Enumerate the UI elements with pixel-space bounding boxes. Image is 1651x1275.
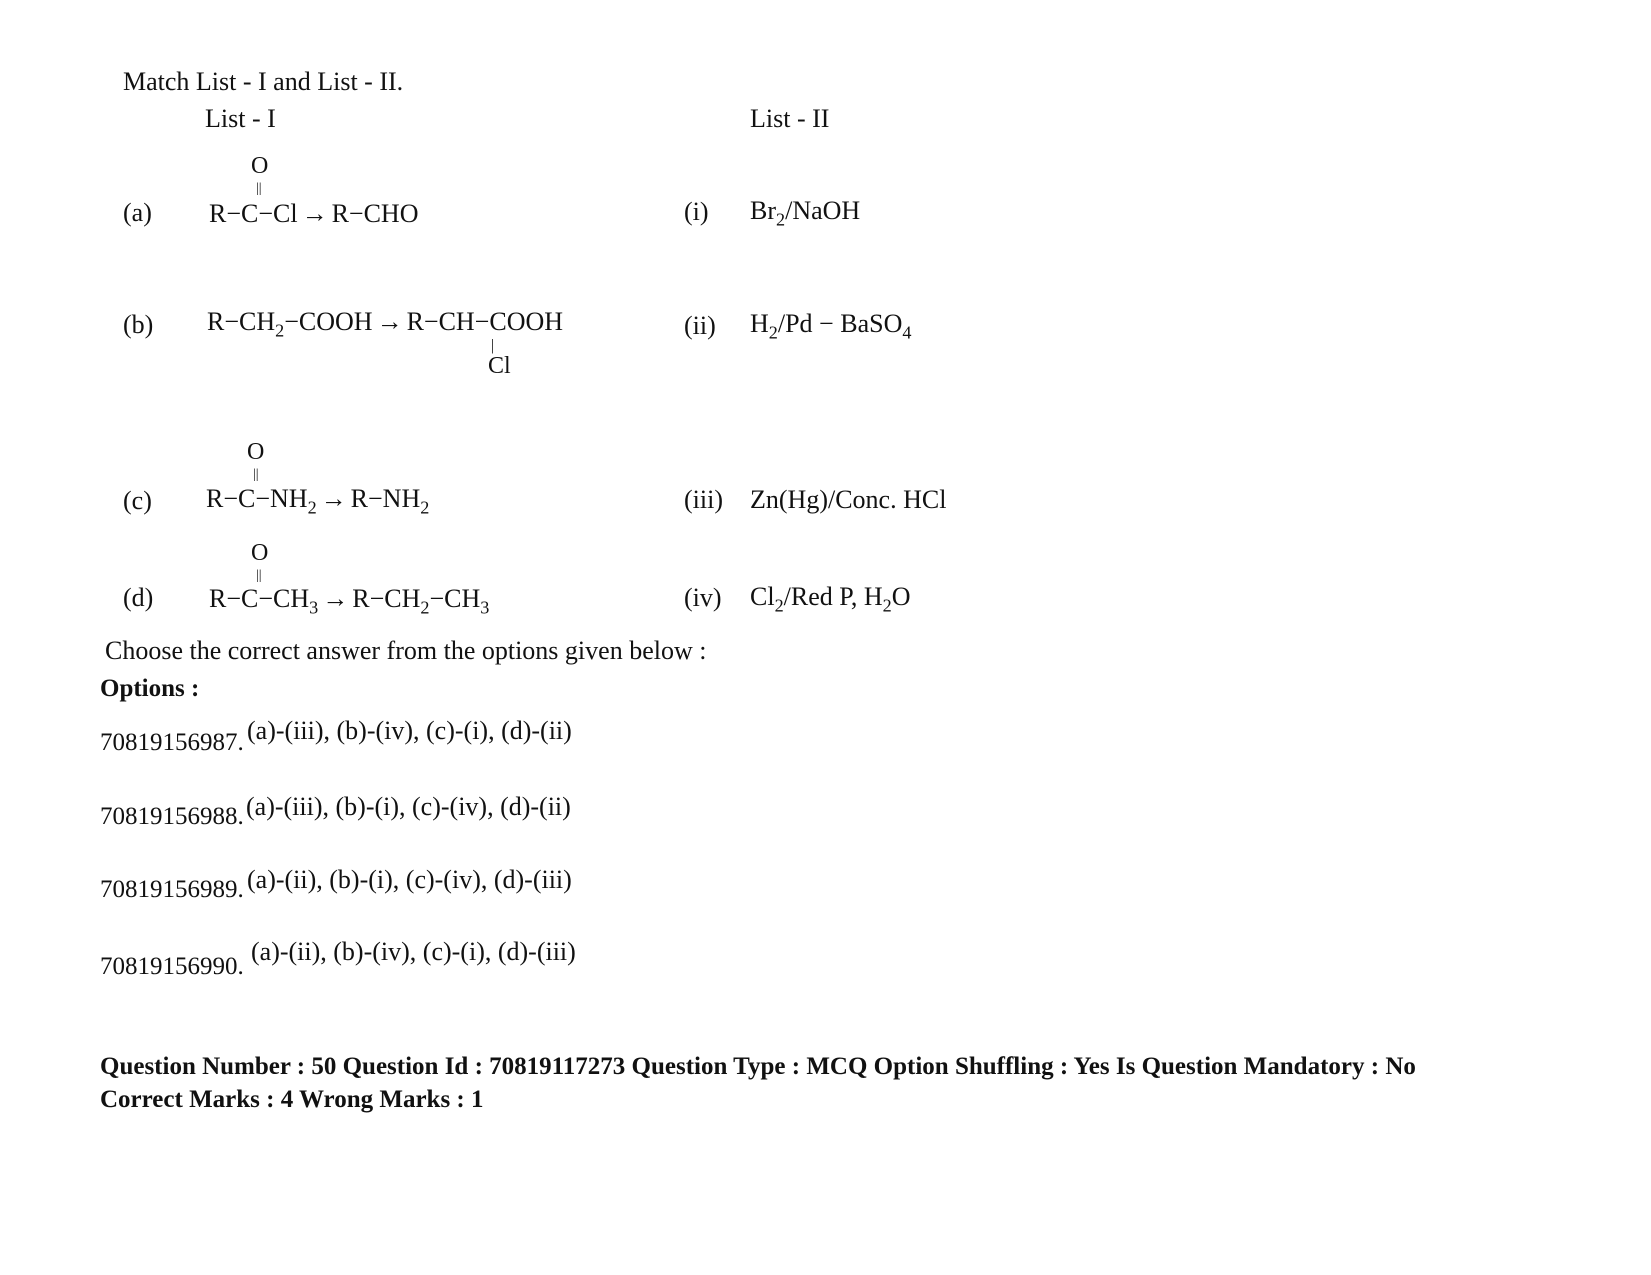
row-label: (b) <box>123 310 154 339</box>
double-bond: || <box>253 467 259 482</box>
single-bond: | <box>491 337 495 354</box>
carbonyl-oxygen: O <box>251 153 269 179</box>
reagent: $Br_2$/NaOH <box>750 196 861 230</box>
reagent: $Cl_2$/Red P, $H_2O$ <box>750 582 911 616</box>
list-1-header: List - I <box>205 104 276 133</box>
instruction-text: Choose the correct answer from the options given below : <box>105 636 707 665</box>
reagent-number: (iii) <box>684 485 723 514</box>
option-id: 70819156989. <box>100 876 244 903</box>
reactant: R−C−Cl → R−CHO <box>209 199 419 228</box>
options-label: Options : <box>100 675 200 702</box>
option-text: (a)-(iii), (b)-(i), (c)-(iv), (d)-(ii) <box>246 792 571 821</box>
reagent-number: (i) <box>684 197 709 226</box>
reactant: $R-CH_2-COOH$ → R−CH−COOH <box>207 307 564 341</box>
reactant: $R-C-CH_3 \to R-CH_2-CH_3$ <box>209 584 490 618</box>
row-label: (a) <box>123 198 152 227</box>
question-title: Match List - I and List - II. <box>123 67 404 96</box>
reagent: Zn(Hg)/Conc. HCl <box>750 485 947 514</box>
option-text: (a)-(ii), (b)-(i), (c)-(iv), (d)-(iii) <box>247 865 572 894</box>
option-id: 70819156990. <box>100 953 244 980</box>
reagent-number: (iv) <box>684 583 722 612</box>
marks-meta: Correct Marks : 4 Wrong Marks : 1 <box>100 1086 484 1113</box>
option-text: (a)-(ii), (b)-(iv), (c)-(i), (d)-(iii) <box>251 937 576 966</box>
row-label: (d) <box>123 583 154 612</box>
list-2-header: List - II <box>750 104 830 133</box>
carbonyl-oxygen: O <box>247 439 265 465</box>
option-id: 70819156988. <box>100 803 244 830</box>
row-label: (c) <box>123 486 152 515</box>
option-id: 70819156987. <box>100 729 244 756</box>
double-bond: || <box>256 181 262 196</box>
question-meta: Question Number : 50 Question Id : 70819117273 Question Type : MCQ Option Shuffling : Yes Is Question Mandatory : No <box>100 1053 1416 1080</box>
reactant: $R-C-NH_2 \to R-NH_2$ <box>206 484 430 518</box>
double-bond: || <box>256 568 262 583</box>
reagent: $H_2/Pd$ − BaSO$_4$ <box>750 309 912 343</box>
carbonyl-oxygen: O <box>251 540 269 566</box>
option-text: (a)-(iii), (b)-(iv), (c)-(i), (d)-(ii) <box>247 716 572 745</box>
reagent-number: (ii) <box>684 311 716 340</box>
chlorine-substituent: Cl <box>488 353 511 379</box>
